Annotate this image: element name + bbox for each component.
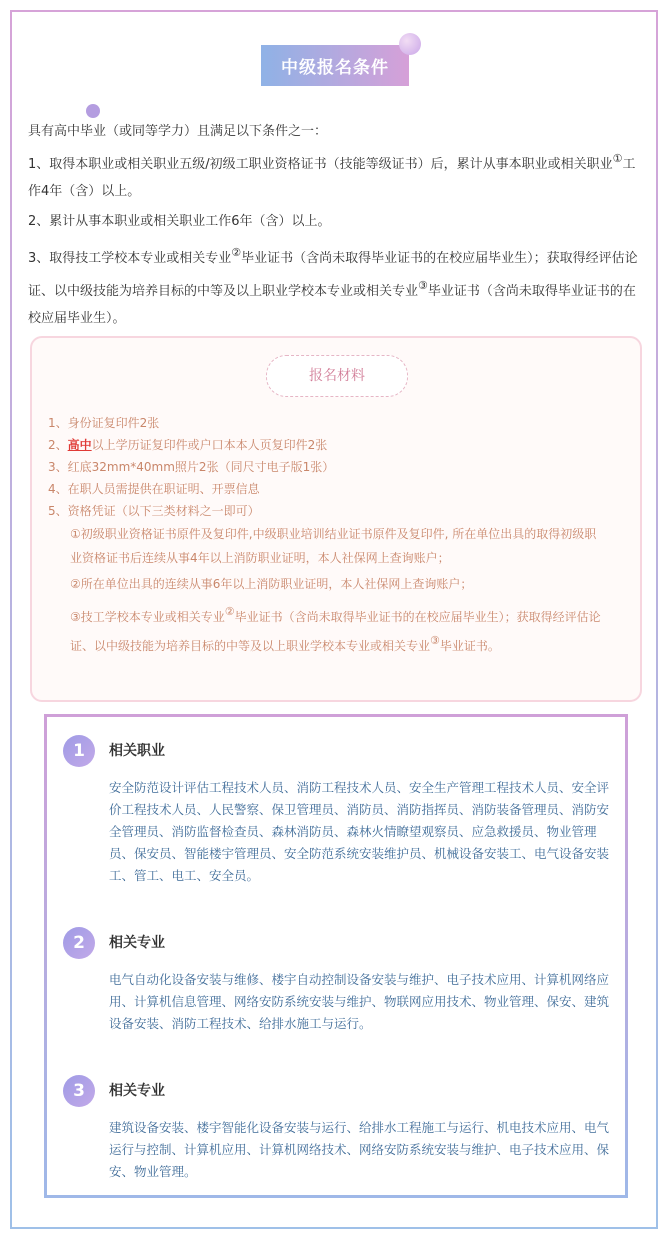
section-number-badge: 3 [63, 1075, 95, 1107]
bubble-decoration [399, 33, 421, 55]
condition-3-text: 3、取得技工学校本专业或相关专业 [28, 251, 232, 266]
condition-1-text-end: 工作4年（含）以上。 [28, 157, 636, 199]
materials-panel [30, 336, 642, 702]
footnote-mark: ② [231, 246, 242, 259]
material-item-text: 以上学历证复印件或户口本本人页复印件2张 [91, 438, 328, 452]
section-title: 相关职业 [109, 743, 165, 759]
material-item: 5、资格凭证（以下三类材料之一即可） [48, 504, 260, 518]
condition-2: 2、累计从事本职业或相关职业工作6年（含）以上。 [28, 214, 331, 229]
credential-option-1: ①初级职业资格证书原件及复印件,中级职业培训结业证书原件及复印件, 所在单位出具的取得初级职业资格证书后连续从事4年以上消防职业证明，本人社保网上查询账户； [70, 527, 597, 565]
intro-conditions [28, 118, 648, 332]
section-related-occupations [63, 735, 610, 915]
condition-1-text: 1、取得本职业或相关职业五级/初级工职业资格证书（技能等级证书）后，累计从事本职业或相关职业 [28, 157, 613, 172]
section-related-majors-2 [63, 1075, 610, 1185]
highlight-text: 高中 [67, 438, 92, 452]
page-title-text: 中级报名条件 [281, 58, 389, 78]
title-area [0, 45, 670, 86]
credential-option-3 [48, 600, 608, 658]
footnote-mark: ② [224, 605, 235, 618]
condition-3 [28, 239, 648, 332]
page-title [261, 45, 409, 86]
section-number-badge: 2 [63, 927, 95, 959]
section-body: 电气自动化设备安装与维修、楼宇自动控制设备安装与维护、电子技术应用、计算机网络应用、计算机信息管理、网络安防系统安装与维护、物联网应用技术、物业管理、保安、建筑设备安装、消防工程技术、给排水施工与运行。 [109, 972, 610, 1031]
intro-lead: 具有高中毕业（或同等学力）且满足以下条件之一： [28, 124, 328, 139]
material-item: 4、在职人员需提供在职证明、开票信息 [48, 482, 260, 496]
section-title: 相关专业 [109, 935, 165, 951]
section-related-majors-1 [63, 927, 610, 1057]
condition-3-text-end: 毕业证书（含尚未取得毕业证书的在校应届毕业生）。 [28, 284, 636, 326]
dot-decoration [86, 104, 100, 118]
material-item: 3、红底32mm*40mm照片2张（同尺寸电子版1张） [48, 460, 335, 474]
materials-title: 报名材料 [266, 355, 408, 397]
material-item [48, 434, 608, 456]
footnote-mark: ③ [430, 634, 440, 647]
condition-1 [28, 145, 648, 205]
materials-list [48, 412, 608, 658]
material-item-num: 2、 [48, 438, 68, 452]
section-body: 建筑设备安装、楼宇智能化设备安装与运行、给排水工程施工与运行、机电技术应用、电气运行与控制、计算机应用、计算机网络技术、网络安防系统安装与维护、电子技术应用、保安、物业管理。 [109, 1120, 610, 1179]
credential-option-2: ②所在单位出具的连续从事6年以上消防职业证明，本人社保网上查询账户； [70, 577, 473, 591]
condition-3-text-mid: 毕业证书（含尚未取得毕业证书的在校应届毕业生）；获取得经评估论证、以中级技能为培养目标的中等及以上职业学校本专业或相关专业 [28, 251, 638, 299]
section-title: 相关专业 [109, 1083, 165, 1099]
credential-option-3-mid: 毕业证书（含尚未取得毕业证书的在校应届毕业生）；获取得经评估论证、以中级技能为培养目标的中等及以上职业学校本专业或相关专业 [70, 610, 601, 653]
section-body: 安全防范设计评估工程技术人员、消防工程技术人员、安全生产管理工程技术人员、安全评价工程技术人员、人民警察、保卫管理员、消防员、消防指挥员、消防装备管理员、消防安全管理员、消防监督检查员、森林消防员、森林火情瞭望观察员、应急救援员、物业管理员、保安员、智能楼宇管理员、安全防范系统安装维护员、机械设备安装工、电气设备安装工、管工、电工、安全员。 [109, 780, 610, 883]
footnote-mark: ① [612, 152, 623, 165]
credential-option-3-text: ③技工学校本专业或相关专业 [70, 610, 225, 624]
footnote-mark: ③ [418, 279, 428, 292]
related-fields-panel [44, 714, 628, 1198]
section-number-badge: 1 [63, 735, 95, 767]
credential-option-3-end: 毕业证书。 [439, 639, 500, 653]
material-item: 1、身份证复印件2张 [48, 416, 160, 430]
